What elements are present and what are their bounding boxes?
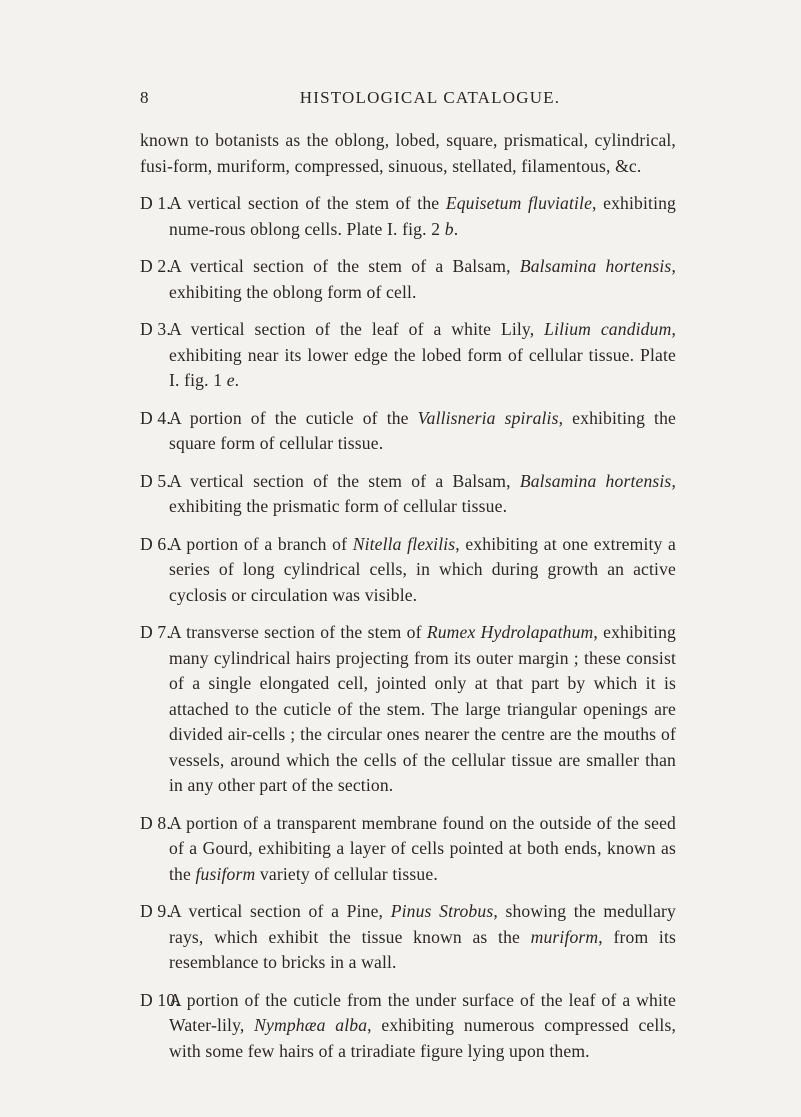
entry-text: A portion of the cuticle of the Vallisneria spiralis, exhibiting the square form of cellular tissue.: [169, 407, 676, 453]
intro-paragraph: known to botanists as the oblong, lobed, square, prismatical, cylindrical, fusi-form, muriform, compressed, sinuous, stellated, filamentous, &c.: [140, 130, 676, 176]
entry-id: D 10.: [140, 989, 180, 1010]
entry-id: D 5.: [140, 470, 171, 491]
catalogue-entry-d4: [140, 406, 676, 457]
entry-text: A portion of a transparent membrane found on the outside of the seed of a Gourd, exhibiting a layer of cells pointed at both ends, known as the fusiform variety of cellular tissue.: [169, 812, 676, 884]
catalogue-text: [140, 128, 676, 1076]
entry-id: D 4.: [140, 407, 171, 428]
catalogue-entry-d5: [140, 469, 676, 520]
entry-text: A vertical section of a Pine, Pinus Strobus, showing the medullary rays, which exhibit the tissue known as the muriform, from its resemblance to bricks in a wall.: [169, 901, 677, 972]
page-number: 8: [140, 88, 149, 107]
catalogue-entry-d8: [140, 811, 676, 888]
entry-id: D 2.: [140, 256, 171, 276]
entry-id: D 1.: [140, 193, 171, 213]
entry-text: A vertical section of the leaf of a white Lily, Lilium candidum, exhibiting near its lower edge the lobed form of cellular tissue. Plate I. fig. 1 e.: [169, 319, 676, 390]
entry-id: D 3.: [140, 319, 171, 339]
catalogue-entry-d3: [140, 317, 676, 394]
entry-id: D 7.: [140, 622, 171, 642]
entry-text: A vertical section of the stem of the Equisetum fluviatile, exhibiting nume-rous oblong cells. Plate I. fig. 2 b.: [169, 193, 676, 239]
entry-id: D 6.: [140, 533, 171, 554]
entry-text: A portion of the cuticle from the under surface of the leaf of a white Water-lily, Nymphæa alba, exhibiting numerous compressed cells, with some few hairs of a triradiate figure lying upon them.: [169, 989, 676, 1061]
catalogue-entry-d9: [140, 899, 676, 976]
entry-id: D 8.: [140, 812, 171, 833]
header-title: HISTOLOGICAL CATALOGUE.: [299, 88, 561, 107]
entry-text: A vertical section of the stem of a Balsam, Balsamina hortensis, exhibiting the prismatic form of cellular tissue.: [169, 470, 676, 516]
catalogue-entry-d10: [140, 988, 676, 1065]
entry-text: A transverse section of the stem of Rumex Hydrolapathum, exhibiting many cylindrical hairs projecting from its outer margin ; these consist of a single elongated cell, jointed only at that part by which it is attached to the cuticle of the stem. The large triangular openings are divided air-cells ; the circular ones nearer the centre are the mouths of vessels, around which the cells of the cellular tissue are smaller than in any other part of the section.: [169, 622, 676, 795]
running-head: [140, 88, 680, 112]
catalogue-entry-d1: [140, 191, 676, 242]
entry-text: A portion of a branch of Nitella flexilis, exhibiting at one extremity a series of long cylindrical cells, in which during growth an active cyclosis or circulation was visible.: [169, 533, 677, 605]
catalogue-entry-d7: [140, 620, 676, 799]
catalogue-entry-d6: [140, 532, 676, 609]
entry-text: A vertical section of the stem of a Balsam, Balsamina hortensis, exhibiting the oblong form of cell.: [169, 256, 676, 302]
catalogue-entry-d2: [140, 254, 676, 305]
entry-id: D 9.: [140, 901, 171, 921]
